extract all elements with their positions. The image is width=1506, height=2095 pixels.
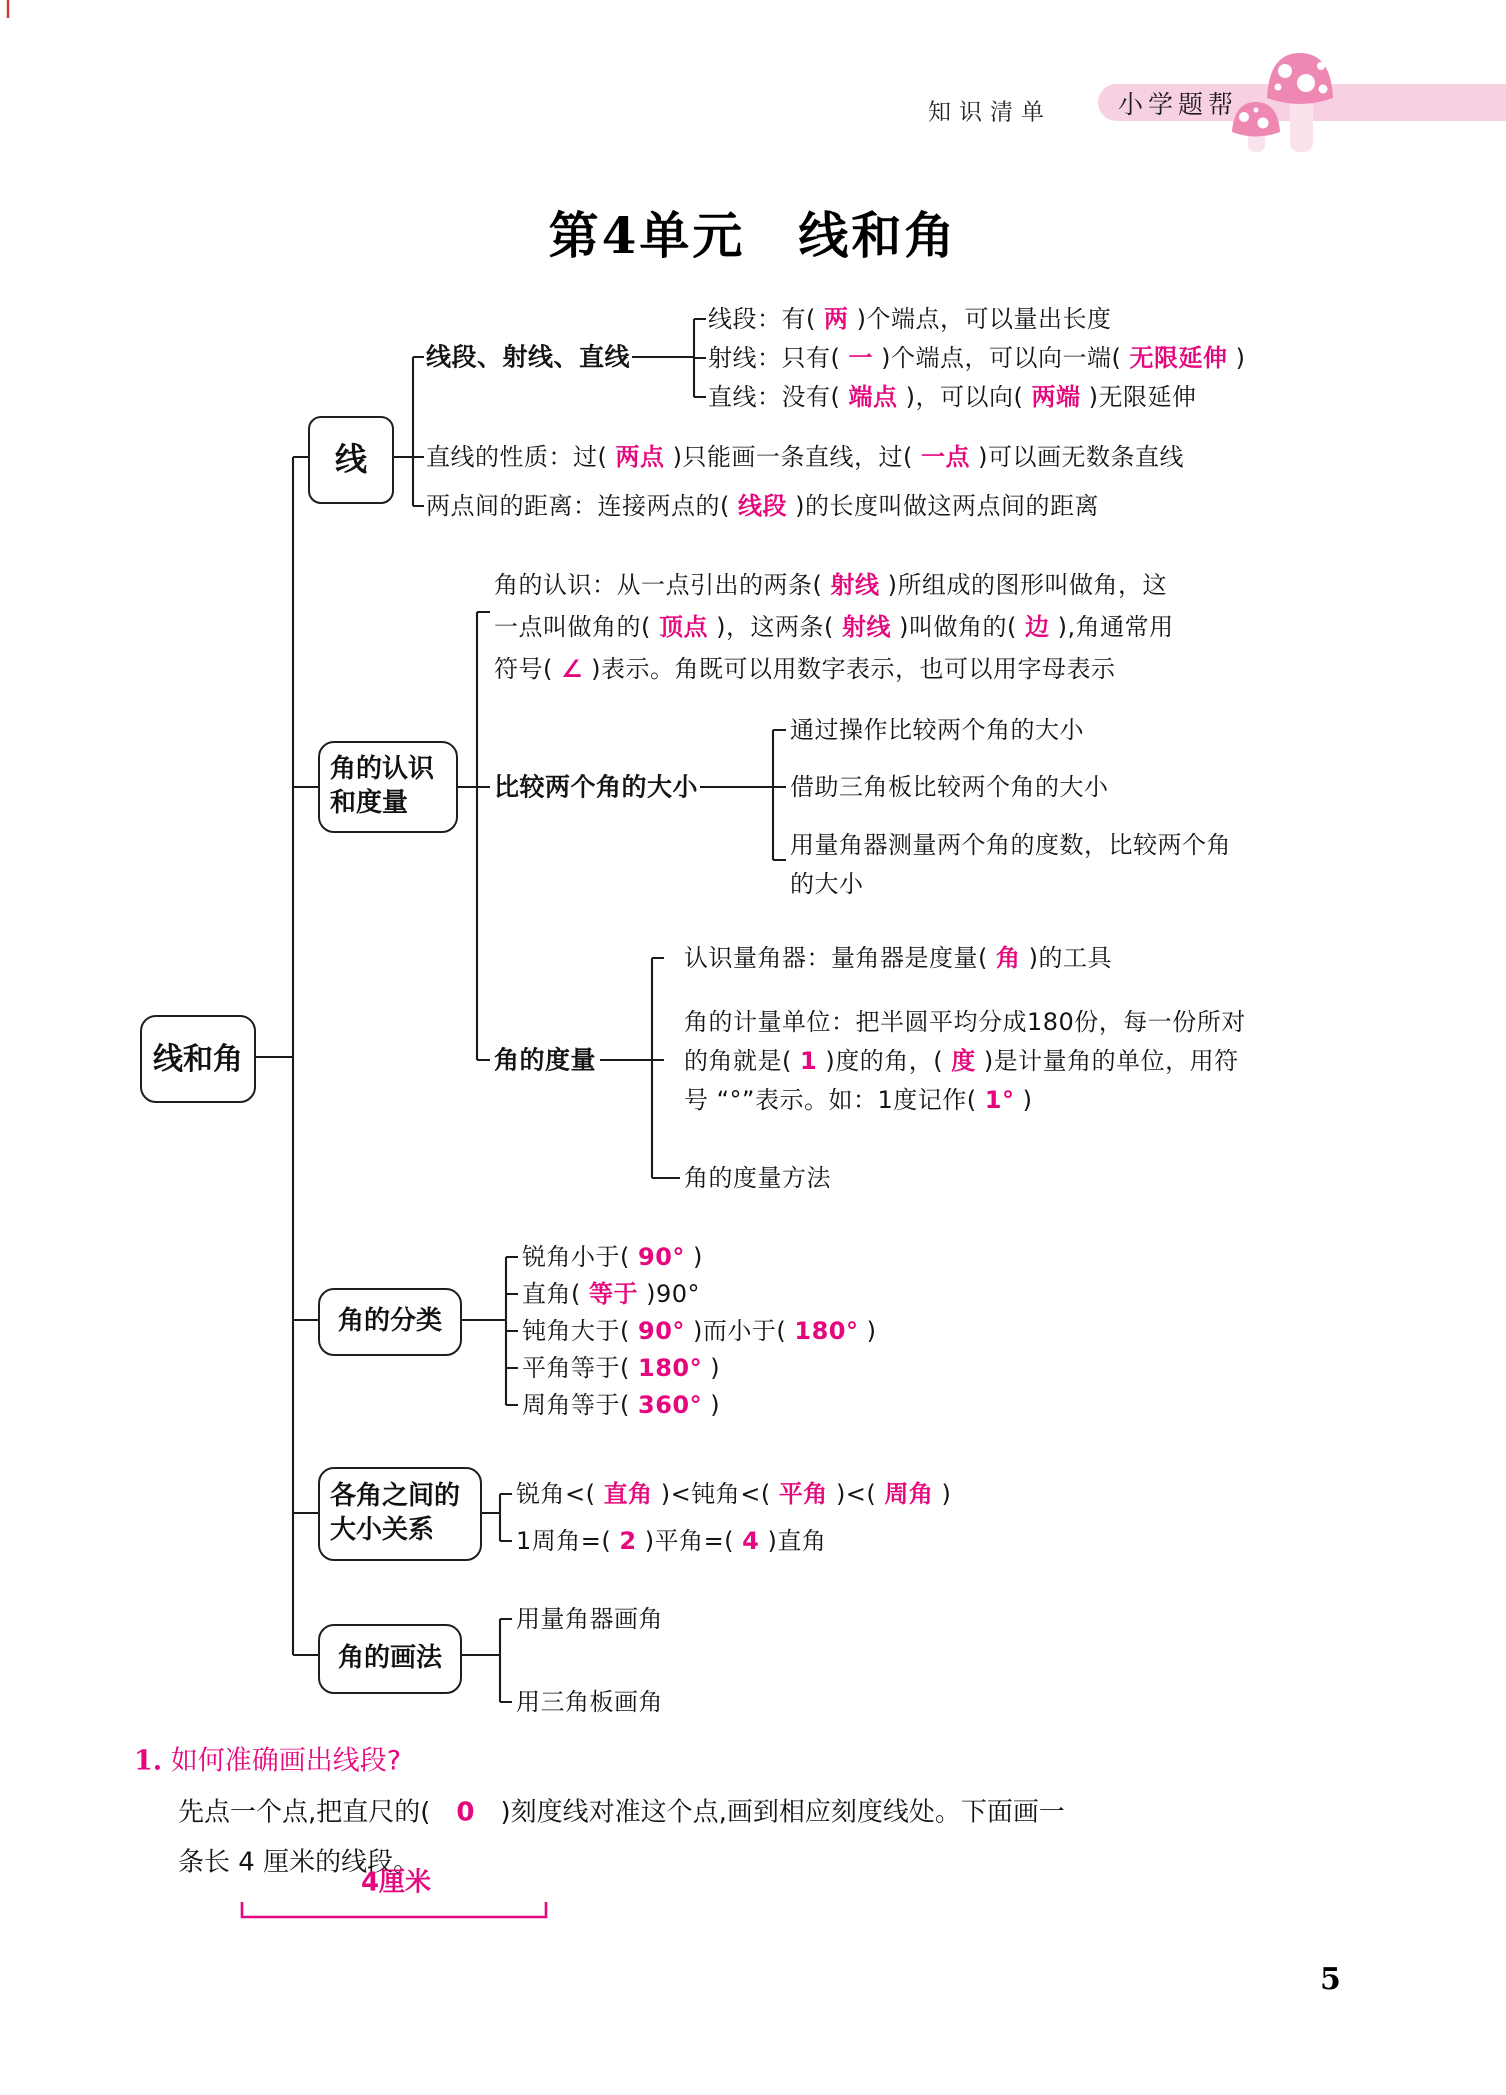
- plain-text: 锐角<(: [516, 1480, 604, 1508]
- plain-text: )而小于(: [684, 1317, 795, 1345]
- text-angle-recognition-l1: [494, 573, 1167, 597]
- plain-text: 的角就是(: [684, 1047, 800, 1075]
- text-angle-recognition-l2: [494, 615, 1174, 639]
- plain-text: )表示。角既可以用数字表示，也可以用字母表示: [583, 655, 1116, 683]
- row-class-acute: [522, 1245, 703, 1269]
- row-segment-def: [708, 307, 1112, 331]
- plain-text: )个端点，可以向一端(: [873, 344, 1130, 372]
- plain-text: 射线：只有(: [708, 344, 849, 372]
- plain-text: )，可以向(: [897, 383, 1032, 411]
- answer-text: 等于: [589, 1280, 638, 1308]
- plain-text: 直角(: [522, 1280, 589, 1308]
- segment-drawing: [242, 1902, 546, 1917]
- plain-text: 平角等于(: [522, 1354, 638, 1382]
- plain-text: 线段：有(: [708, 305, 824, 333]
- text-angle-recognition-l3: [494, 657, 1116, 681]
- plain-text: ): [1014, 1086, 1033, 1114]
- plain-text: 锐角小于(: [522, 1243, 638, 1271]
- node-root: [140, 1015, 256, 1103]
- answer-text: 90°: [638, 1243, 685, 1271]
- answer-text: 射线: [830, 571, 880, 599]
- answer-text: 角: [996, 944, 1021, 972]
- page-number: 5: [1320, 1962, 1341, 1997]
- row-unit-l1: [684, 1010, 1246, 1034]
- node-angle-relations-line2: 大小关系: [330, 1515, 435, 1545]
- plain-text: 直线：没有(: [708, 383, 849, 411]
- label-angle-measure: 角的度量: [494, 1045, 597, 1075]
- question-body-2: 条长 4 厘米的线段。: [178, 1847, 420, 1878]
- answer-text: 边: [1024, 613, 1050, 641]
- header-badge-label: 小学题帮: [1118, 89, 1239, 119]
- node-angle-recognition: [318, 741, 458, 833]
- row-draw-triangle: 用三角板画角: [516, 1688, 663, 1716]
- plain-text: )叫做角的(: [890, 613, 1025, 641]
- node-line-label: 线: [334, 440, 367, 479]
- node-angle-classification: [318, 1288, 462, 1356]
- plain-text: )度的角，(: [817, 1047, 952, 1075]
- row-unit-l2: [684, 1049, 1239, 1073]
- plain-text: )个端点，可以量出长度: [848, 305, 1112, 333]
- plain-text: 周角等于(: [522, 1391, 638, 1419]
- plain-text: 两点间的距离：连接两点的(: [426, 492, 738, 520]
- plain-text: 认识量角器：量角器是度量(: [684, 944, 996, 972]
- plain-text: 角的认识：从一点引出的两条(: [494, 571, 831, 599]
- row-two-point-distance: [426, 494, 1099, 518]
- plain-text: ): [702, 1391, 721, 1419]
- row-class-obtuse: [522, 1319, 877, 1343]
- plain-text: )刻度线对准这个点,画到相应刻度线处。下面画一: [474, 1797, 1065, 1828]
- answer-text: 线段: [738, 492, 787, 520]
- answer-text: 周角: [884, 1480, 934, 1508]
- row-compare-3a: 用量角器测量两个角的度数，比较两个角: [790, 831, 1231, 859]
- row-class-right: [522, 1282, 700, 1306]
- answer-text: 射线: [841, 613, 891, 641]
- node-root-label: 线和角: [153, 1041, 243, 1077]
- plain-text: 角的计量单位：把半圆平均分成180份，每一份所对: [684, 1008, 1246, 1036]
- plain-text: )无限延伸: [1080, 383, 1197, 411]
- row-draw-protractor: 用量角器画角: [516, 1605, 663, 1633]
- answer-text: 0: [456, 1797, 475, 1828]
- answer-text: 180°: [638, 1354, 703, 1382]
- row-compare-3b: 的大小: [790, 870, 864, 898]
- plain-text: )直角: [759, 1527, 827, 1555]
- row-compare-1: 通过操作比较两个角的大小: [790, 716, 1084, 744]
- answer-text: 2: [619, 1527, 637, 1555]
- plain-text: )的长度叫做这两点间的距离: [787, 492, 1099, 520]
- plain-text: )可以画无数条直线: [969, 443, 1184, 471]
- row-unit-l3: [684, 1088, 1032, 1112]
- page-title: 第4单元 线和角: [548, 206, 958, 265]
- row-measure-method: 角的度量方法: [684, 1164, 831, 1192]
- plain-text: ): [858, 1317, 877, 1345]
- answer-text: 1°: [984, 1086, 1015, 1114]
- label-compare-angles: 比较两个角的大小: [494, 772, 699, 802]
- label-line-types: 线段、射线、直线: [426, 342, 631, 372]
- row-relation-equality: [516, 1529, 826, 1553]
- answer-text: 90°: [638, 1317, 685, 1345]
- plain-text: 先点一个点,把直尺的(: [178, 1797, 457, 1828]
- header-section-label: 知识清单: [928, 99, 1052, 126]
- node-angle-drawing-label: 角的画法: [337, 1643, 442, 1674]
- answer-text: 两: [824, 305, 849, 333]
- row-protractor: [684, 946, 1112, 970]
- row-line-property: [426, 445, 1184, 469]
- plain-text: ): [1227, 344, 1246, 372]
- plain-text: 1周角=(: [516, 1527, 620, 1555]
- plain-text: )的工具: [1020, 944, 1112, 972]
- plain-text: ): [702, 1354, 721, 1382]
- plain-text: ): [933, 1480, 952, 1508]
- answer-text: 360°: [638, 1391, 703, 1419]
- answer-text: ∠: [561, 655, 584, 683]
- row-compare-2: 借助三角板比较两个角的大小: [790, 773, 1109, 801]
- plain-text: )是计量角的单位，用符: [975, 1047, 1239, 1075]
- row-class-straight: [522, 1356, 720, 1380]
- segment-length-label: 4厘米: [360, 1867, 432, 1898]
- answer-text: 一: [848, 344, 873, 372]
- answer-text: 1: [800, 1047, 818, 1075]
- answer-text: 直角: [603, 1480, 653, 1508]
- node-line: [308, 416, 394, 504]
- plain-text: 钝角大于(: [522, 1317, 638, 1345]
- plain-text: 直线的性质：过(: [426, 443, 616, 471]
- plain-text: )只能画一条直线，过(: [664, 443, 921, 471]
- answer-text: 一点: [920, 443, 970, 471]
- answer-text: 4: [742, 1527, 760, 1555]
- node-angle-recognition-line1: 角的认识: [330, 754, 435, 785]
- answer-text: 顶点: [659, 613, 708, 641]
- plain-text: ): [684, 1243, 703, 1271]
- plain-text: 符号(: [494, 655, 561, 683]
- node-angle-relations-line1: 各角之间的: [330, 1481, 461, 1512]
- plain-text: )90°: [638, 1280, 701, 1308]
- question-heading: [134, 1739, 401, 1778]
- plain-text: )<(: [827, 1480, 885, 1508]
- plain-text: )，这两条(: [708, 613, 842, 641]
- plain-text: )平角=(: [636, 1527, 743, 1555]
- node-angle-classification-label: 角的分类: [337, 1306, 442, 1337]
- answer-text: 无限延伸: [1129, 344, 1228, 372]
- node-angle-recognition-line2: 和度量: [330, 788, 409, 818]
- plain-text: )<钝角<(: [652, 1480, 779, 1508]
- node-angle-drawing: [318, 1624, 462, 1694]
- answer-text: 度: [951, 1047, 976, 1075]
- question-number: 1.: [134, 1745, 163, 1777]
- row-relation-order: [516, 1482, 951, 1506]
- question-heading-text: 如何准确画出线段?: [170, 1745, 402, 1777]
- node-angle-relations: [318, 1467, 482, 1561]
- row-class-round: [522, 1393, 720, 1417]
- row-ray-def: [708, 346, 1245, 370]
- row-straight-line-def: [708, 385, 1196, 409]
- plain-text: 号 “°”表示。如：1度记作(: [684, 1086, 985, 1114]
- answer-text: 两端: [1031, 383, 1081, 411]
- plain-text: 一点叫做角的(: [494, 613, 659, 641]
- answer-text: 两点: [615, 443, 665, 471]
- answer-text: 平角: [778, 1480, 828, 1508]
- question-body-1: [178, 1792, 1065, 1829]
- plain-text: )所组成的图形叫做角，这: [879, 571, 1167, 599]
- answer-text: 端点: [848, 383, 898, 411]
- plain-text: ),角通常用: [1049, 613, 1174, 641]
- answer-text: 180°: [794, 1317, 859, 1345]
